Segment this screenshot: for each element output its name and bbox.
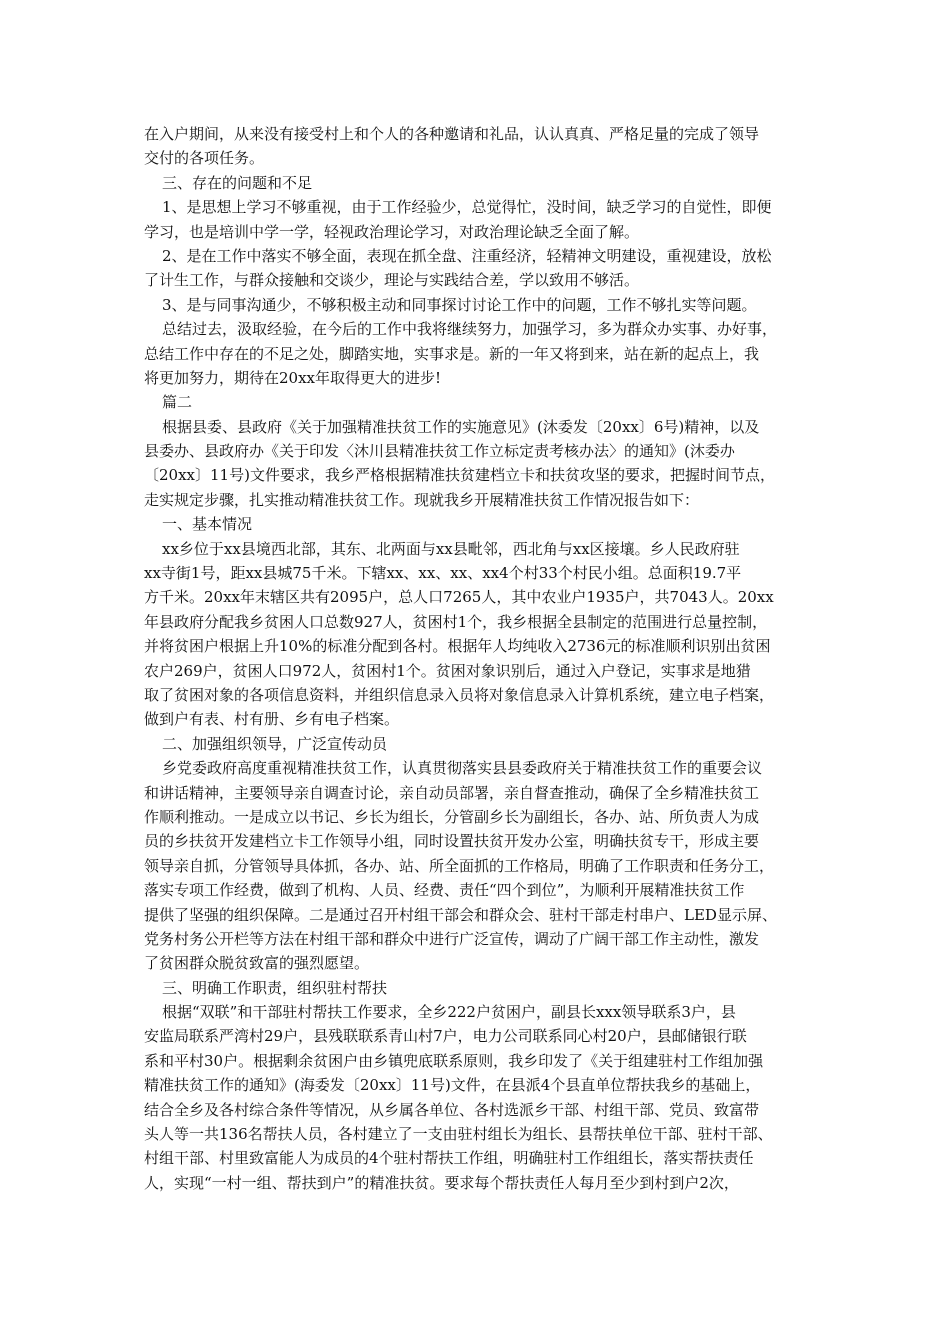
text-line: 二、加强组织领导，广泛宣传动员 [162, 734, 388, 753]
text-line: 落实专项工作经费，做到了机构、人员、经费、责任“四个到位”，为顺利开展精准扶贫工作 [144, 881, 745, 900]
text-line: 人，实现“一村一组、帮扶到户”的精准扶贫。要求每个帮扶责任人每月至少到村到户2次， [144, 1173, 739, 1192]
text-line: 走实规定步骤，扎实推动精准扶贫工作。现就我乡开展精准扶贫工作情况报告如下： [144, 490, 700, 509]
text-line: 村组干部、村里致富能人为成员的4个驻村帮扶工作组，明确驻村工作组组长，落实帮扶责任 [144, 1149, 754, 1168]
text-line: 了计生工作，与群众接触和交谈少，理论与实践结合差，学以致用不够活。 [144, 271, 640, 290]
text-line: 做到户有表、村有册、乡有电子档案。 [144, 710, 400, 729]
text-line: 篇二 [162, 393, 193, 412]
text-line: 提供了坚强的组织保障。二是通过召开村组干部会和群众会、驻村干部走村串户、LED显示屏、 [144, 905, 777, 924]
text-line: 1、是思想上学习不够重视，由于工作经验少，总觉得忙，没时间，缺乏学习的自觉性，即便 [162, 198, 772, 217]
text-line: 一、基本情况 [162, 515, 253, 534]
text-line: 系和平村30户。根据剩余贫困户由乡镇兜底联系原则，我乡印发了《关于组建驻村工作组加强 [144, 1051, 764, 1070]
text-line: 三、明确工作职责，组织驻村帮扶 [162, 978, 388, 997]
text-line: 交付的各项任务。 [144, 149, 265, 168]
text-line: 领导亲自抓，分管领导具体抓，各办、站、所全面抓的工作格局，明确了工作职责和任务分工， [144, 856, 775, 875]
text-line: 根据“双联”和干部驻村帮扶工作要求，全乡222户贫困户，副县长xxx领导联系3户，县 [162, 1003, 736, 1022]
text-line: 将更加努力，期待在20xx年取得更大的进步! [144, 368, 442, 387]
text-line: 总结过去，汲取经验，在今后的工作中我将继续努力，加强学习，多为群众办实事、办好事， [162, 320, 778, 339]
text-line: 〔20xx〕11号)文件要求，我乡严格根据精准扶贫建档立卡和扶贫攻坚的要求，把握时间节点， [144, 466, 775, 485]
text-line: 总结工作中存在的不足之处，脚踏实地，实事求是。新的一年又将到来，站在新的起点上，我 [144, 344, 760, 363]
text-line: 了贫困群众脱贫致富的强烈愿望。 [144, 954, 370, 973]
text-line: 县委办、县政府办《关于印发〈沐川县精准扶贫工作立标定责考核办法〉的通知》(沐委办 [144, 442, 735, 461]
text-line: 在入户期间，从来没有接受村上和个人的各种邀请和礼品，认认真真、严格足量的完成了领导 [144, 125, 760, 143]
text-line: 根据县委、县政府《关于加强精准扶贫工作的实施意见》(沐委发〔20xx〕6号)精神，以及 [162, 417, 760, 436]
document-page [144, 122, 804, 1195]
text-line: 取了贫困对象的各项信息资料，并组织信息录入员将对象信息录入计算机系统，建立电子档案， [144, 685, 775, 704]
text-line: 3、是与同事沟通少，不够积极主动和同事探讨讨论工作中的问题，工作不够扎实等问题。 [162, 295, 757, 314]
text-line: 乡党委政府高度重视精准扶贫工作，认真贯彻落实县县委政府关于精准扶贫工作的重要会议 [162, 759, 763, 778]
text-line: 员的乡扶贫开发建档立卡工作领导小组，同时设置扶贫开发办公室，明确扶贫专干，形成主要 [144, 832, 760, 851]
text-line: 并将贫困户根据上升10%的标准分配到各村。根据年人均纯收入2736元的标准顺利识别出贫困 [144, 637, 771, 656]
text-line: 农户269户，贫困人口972人，贫困村1个。贫困对象识别后，通过入户登记，实事求是地猎 [144, 661, 751, 680]
text-line: 安监局联系严湾村29户，县残联联系青山村7户，电力公司联系同心村20户，县邮储银行联 [144, 1027, 747, 1046]
text-line: 2、是在工作中落实不够全面，表现在抓全盘、注重经济，轻精神文明建设，重视建设，放松 [162, 246, 772, 265]
text-line: 作顺利推动。一是成立以书记、乡长为组长，分管副乡长为副组长，各办、站、所负责人为成 [144, 807, 760, 826]
text-line: 党务村务公开栏等方法在村组干部和群众中进行广泛宣传，调动了广阔干部工作主动性，激发 [144, 929, 760, 948]
text-line: 方千米。20xx年末辖区共有2095户，总人口7265人，其中农业户1935户，共7043人。20xx [144, 588, 774, 607]
text-line: 结合全乡及各村综合条件等情况，从乡属各单位、各村选派乡干部、村组干部、党员、致富带 [144, 1100, 760, 1119]
text-line: xx寺街1号，距xx县城75千米。下辖xx、xx、xx、xx4个村33个村民小组。总面积19.7平 [144, 564, 742, 583]
text-line: 三、存在的问题和不足 [162, 173, 313, 192]
text-line: 和讲话精神，主要领导亲自调查讨论，亲自动员部署，亲自督查推动，确保了全乡精准扶贫工 [144, 783, 760, 802]
text-line: 学习，也是培训中学一学，轻视政治理论学习，对政治理论缺乏全面了解。 [144, 222, 640, 241]
text-line: xx乡位于xx县境西北部，其东、北两面与xx县毗邻，西北角与xx区接壤。乡人民政府驻 [162, 539, 740, 558]
text-line: 年县政府分配我乡贫困人口总数927人，贫困村1个，我乡根据全县制定的范围进行总量控制， [144, 612, 768, 631]
text-line: 精准扶贫工作的通知》(海委发〔20xx〕11号)文件，在县派4个县直单位帮扶我乡的基础上， [144, 1076, 761, 1095]
text-line: 头人等一共136名帮扶人员，各村建立了一支由驻村组长为组长、县帮扶单位干部、驻村干部、 [144, 1125, 773, 1144]
